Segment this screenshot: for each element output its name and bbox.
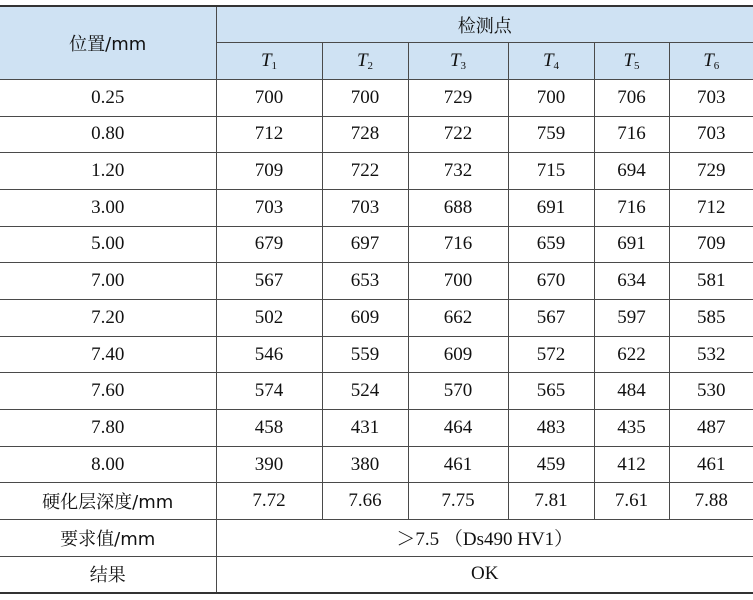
- value-cell: 716: [594, 116, 669, 153]
- table-row: [0, 116, 753, 153]
- value-cell: 728: [322, 116, 408, 153]
- position-cell: 7.60: [0, 373, 216, 410]
- value-cell: 706: [594, 79, 669, 116]
- position-cell: 3.00: [0, 189, 216, 226]
- position-cell: 8.00: [0, 446, 216, 483]
- value-cell: 390: [216, 446, 322, 483]
- value-cell: 703: [216, 189, 322, 226]
- value-cell: 703: [669, 79, 753, 116]
- value-cell: 622: [594, 336, 669, 373]
- value-cell: 715: [508, 153, 594, 190]
- value-cell: 759: [508, 116, 594, 153]
- value-cell: 697: [322, 226, 408, 263]
- value-cell: 574: [216, 373, 322, 410]
- value-cell: 461: [408, 446, 508, 483]
- value-cell: 700: [322, 79, 408, 116]
- value-cell: 703: [322, 189, 408, 226]
- depth-cell: 7.61: [594, 483, 669, 520]
- position-cell: 7.00: [0, 263, 216, 300]
- table-row: [0, 263, 753, 300]
- value-cell: 691: [508, 189, 594, 226]
- value-cell: 722: [322, 153, 408, 190]
- value-cell: 530: [669, 373, 753, 410]
- value-cell: 459: [508, 446, 594, 483]
- value-cell: 570: [408, 373, 508, 410]
- value-cell: 709: [216, 153, 322, 190]
- value-cell: 546: [216, 336, 322, 373]
- value-cell: 670: [508, 263, 594, 300]
- point-header: $T_5$: [594, 43, 669, 80]
- value-cell: 662: [408, 300, 508, 337]
- header-row-1: [0, 6, 753, 43]
- value-cell: 565: [508, 373, 594, 410]
- value-cell: 609: [322, 300, 408, 337]
- value-cell: 483: [508, 410, 594, 447]
- value-cell: 559: [322, 336, 408, 373]
- value-cell: 431: [322, 410, 408, 447]
- value-cell: 659: [508, 226, 594, 263]
- value-cell: 487: [669, 410, 753, 447]
- table-row: [0, 189, 753, 226]
- value-cell: 716: [408, 226, 508, 263]
- table-row: [0, 336, 753, 373]
- value-cell: 709: [669, 226, 753, 263]
- value-cell: 597: [594, 300, 669, 337]
- value-cell: 722: [408, 116, 508, 153]
- value-cell: 634: [594, 263, 669, 300]
- value-cell: 572: [508, 336, 594, 373]
- table-row: [0, 226, 753, 263]
- depth-cell: 7.66: [322, 483, 408, 520]
- point-header: $T_4$: [508, 43, 594, 80]
- value-cell: 729: [669, 153, 753, 190]
- depth-cell: 7.81: [508, 483, 594, 520]
- table-row: [0, 410, 753, 447]
- value-cell: 458: [216, 410, 322, 447]
- value-cell: 700: [216, 79, 322, 116]
- value-cell: 732: [408, 153, 508, 190]
- value-cell: 716: [594, 189, 669, 226]
- value-cell: 712: [216, 116, 322, 153]
- value-cell: 567: [508, 300, 594, 337]
- value-cell: 412: [594, 446, 669, 483]
- value-cell: 464: [408, 410, 508, 447]
- value-cell: 502: [216, 300, 322, 337]
- position-header: 位置/mm: [0, 6, 216, 79]
- position-cell: 7.40: [0, 336, 216, 373]
- value-cell: 712: [669, 189, 753, 226]
- position-cell: 5.00: [0, 226, 216, 263]
- value-cell: 581: [669, 263, 753, 300]
- value-cell: 585: [669, 300, 753, 337]
- table-row: [0, 373, 753, 410]
- value-cell: 532: [669, 336, 753, 373]
- table-row: [0, 446, 753, 483]
- value-cell: 703: [669, 116, 753, 153]
- value-cell: 679: [216, 226, 322, 263]
- value-cell: 524: [322, 373, 408, 410]
- position-cell: 0.80: [0, 116, 216, 153]
- depth-label: 硬化层深度/mm: [0, 483, 216, 520]
- hardness-table: [0, 5, 753, 594]
- position-cell: 7.80: [0, 410, 216, 447]
- requirement-row: [0, 520, 753, 557]
- point-header: $T_2$: [322, 43, 408, 80]
- value-cell: 700: [408, 263, 508, 300]
- table-row: [0, 300, 753, 337]
- depth-cell: 7.88: [669, 483, 753, 520]
- depth-cell: 7.75: [408, 483, 508, 520]
- table-row: [0, 79, 753, 116]
- value-cell: 688: [408, 189, 508, 226]
- result-value: OK: [216, 556, 753, 593]
- value-cell: 700: [508, 79, 594, 116]
- point-header: $T_6$: [669, 43, 753, 80]
- value-cell: 729: [408, 79, 508, 116]
- value-cell: 694: [594, 153, 669, 190]
- value-cell: 567: [216, 263, 322, 300]
- value-cell: 461: [669, 446, 753, 483]
- value-cell: 484: [594, 373, 669, 410]
- value-cell: 653: [322, 263, 408, 300]
- table-body: [0, 79, 753, 593]
- table-row: [0, 153, 753, 190]
- position-cell: 0.25: [0, 79, 216, 116]
- point-header: $T_3$: [408, 43, 508, 80]
- value-cell: 609: [408, 336, 508, 373]
- group-header: 检测点: [216, 6, 753, 43]
- requirement-label: 要求值/mm: [0, 520, 216, 557]
- position-cell: 7.20: [0, 300, 216, 337]
- result-label: 结果: [0, 556, 216, 593]
- value-cell: 691: [594, 226, 669, 263]
- value-cell: 435: [594, 410, 669, 447]
- depth-row: [0, 483, 753, 520]
- point-header: $T_1$: [216, 43, 322, 80]
- value-cell: 380: [322, 446, 408, 483]
- position-cell: 1.20: [0, 153, 216, 190]
- requirement-value: ＞7.5 （Ds490 HV1）: [216, 520, 753, 557]
- result-row: [0, 556, 753, 593]
- depth-cell: 7.72: [216, 483, 322, 520]
